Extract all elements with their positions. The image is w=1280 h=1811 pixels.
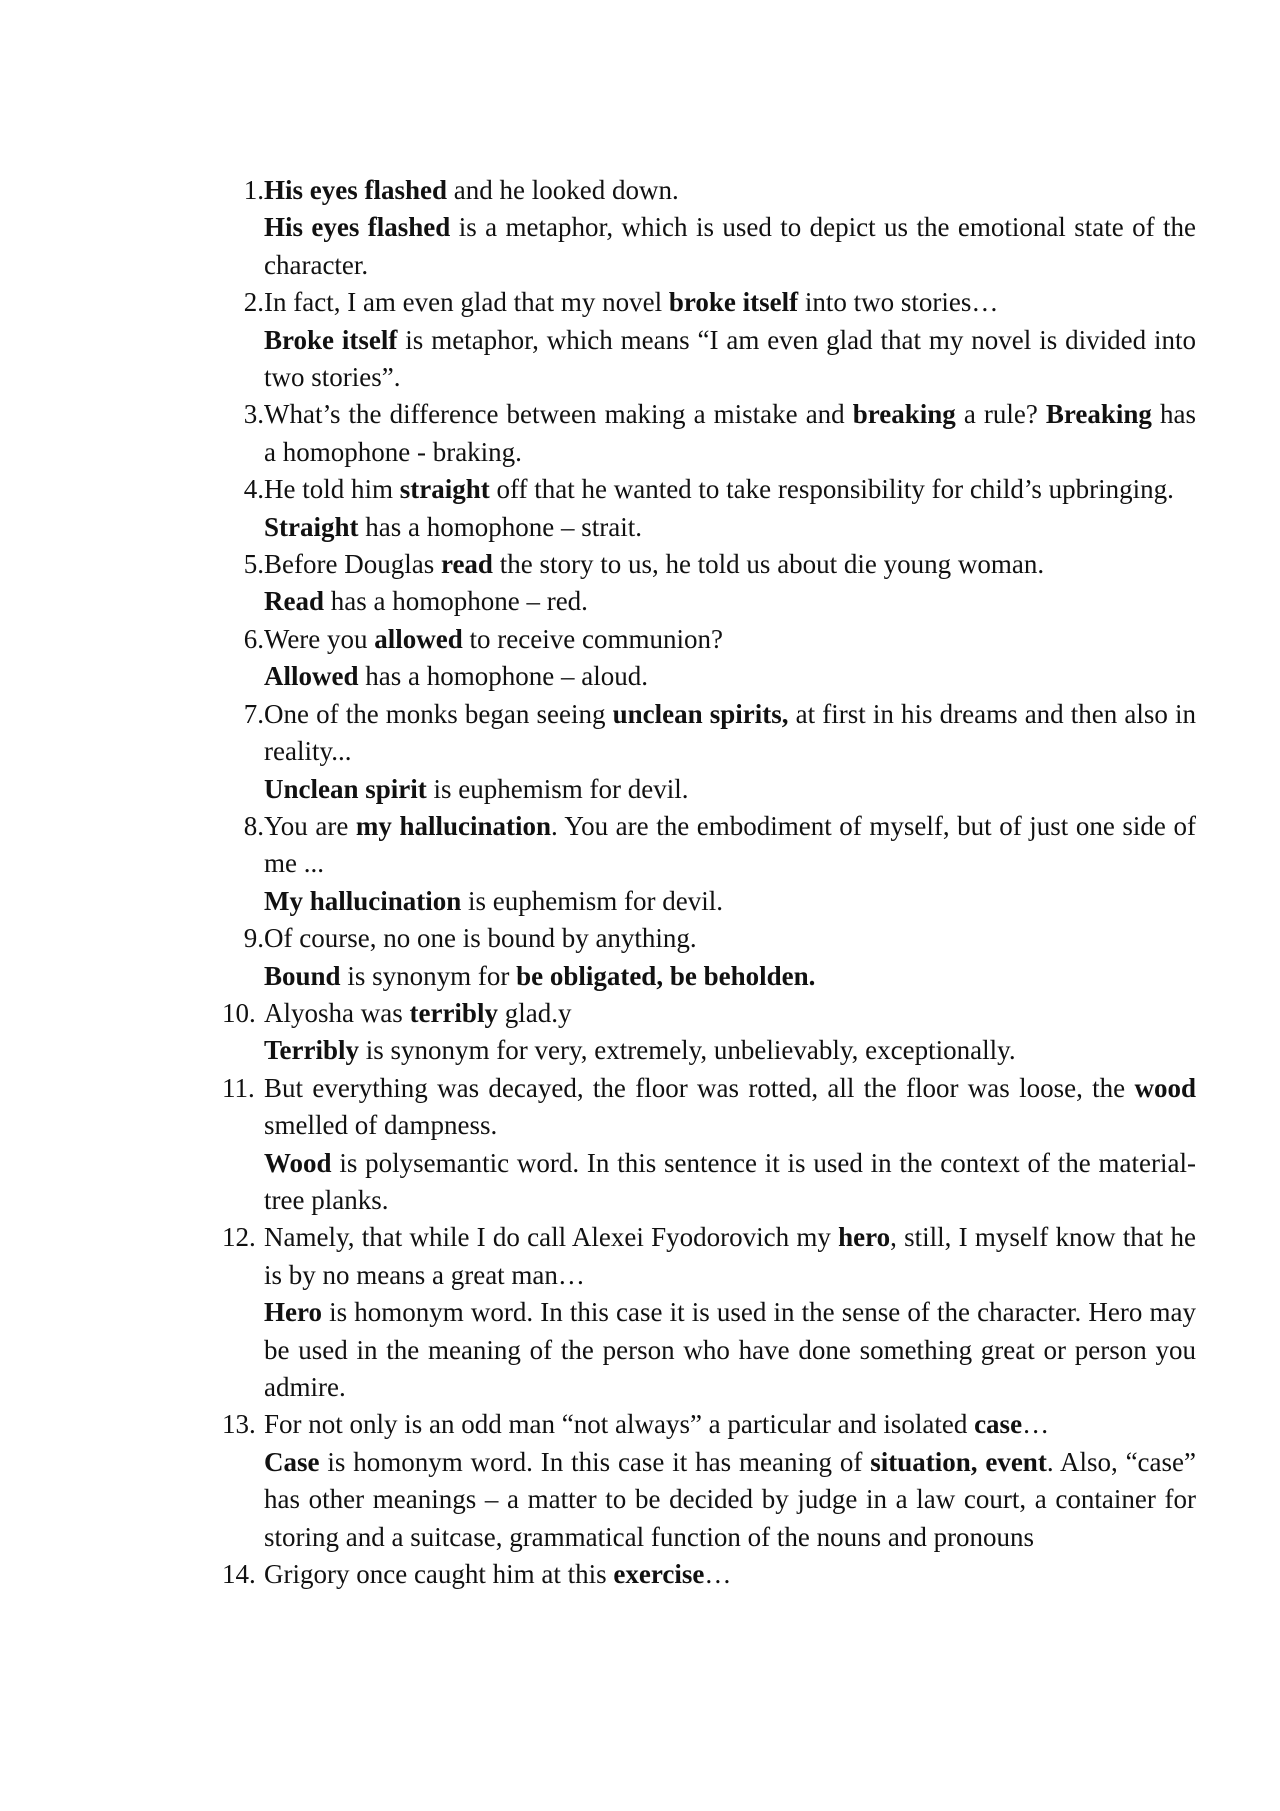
explanation-text <box>264 658 1196 695</box>
example-sentence <box>264 808 1196 883</box>
highlighted-term: case <box>974 1409 1023 1440</box>
highlighted-term: straight <box>399 474 490 505</box>
list-item <box>222 1219 1196 1406</box>
explanation-text <box>264 883 1196 920</box>
list-item-number: 3. <box>243 399 264 430</box>
list-item <box>222 808 1196 920</box>
explanation-text <box>264 958 1196 995</box>
highlighted-term: Straight <box>264 511 359 542</box>
highlighted-term: Bound <box>264 960 341 991</box>
highlighted-term: hero <box>838 1222 891 1253</box>
example-sentence <box>264 920 1196 957</box>
text-run: In fact, I am even glad that my novel <box>264 287 669 318</box>
text-run: is a metaphor, which is used to depict us the emotional state of the character. <box>264 212 1196 280</box>
text-run: Namely, that while I do call Alexei Fyodorovich my <box>264 1222 839 1253</box>
example-sentence <box>264 995 1196 1032</box>
list-item-content <box>264 172 1196 284</box>
highlighted-term: Hero <box>264 1297 322 1328</box>
text-run: Grigory once caught him at this <box>264 1559 614 1590</box>
list-item-number: 13. <box>222 1409 256 1440</box>
text-run: has a homophone – strait. <box>358 511 642 542</box>
text-run: a rule? <box>955 399 1046 430</box>
text-run: off that he wanted to take responsibility for child’s upbringing. <box>489 474 1174 505</box>
list-item-number: 10. <box>222 997 256 1028</box>
text-run: is homonym word. In this case it has meaning of <box>319 1446 871 1477</box>
list-item-number: 7. <box>243 698 264 729</box>
highlighted-term: allowed <box>374 623 463 654</box>
list-item-number: 9. <box>243 923 264 954</box>
list-item-number: 12. <box>222 1222 256 1253</box>
list-item <box>222 995 1196 1070</box>
highlighted-term: Allowed <box>264 661 359 692</box>
highlighted-term: terribly <box>409 997 498 1028</box>
text-run: has a homophone – red. <box>324 586 588 617</box>
list-item-content <box>264 1556 1196 1593</box>
list-item-number: 1. <box>243 175 264 205</box>
text-run: Of course, no one is bound by anything. <box>264 923 697 954</box>
highlighted-term: broke itself <box>668 287 799 318</box>
example-sentence <box>264 546 1196 583</box>
list-item <box>222 696 1196 808</box>
list-item <box>222 284 1196 396</box>
list-item <box>222 546 1196 621</box>
list-item-number: 8. <box>243 810 264 841</box>
text-run: the story to us, he told us about die young woman. <box>492 549 1045 580</box>
text-run: has a homophone - braking. <box>264 399 1196 467</box>
highlighted-term: situation, event <box>870 1446 1047 1477</box>
highlighted-term: Terribly <box>264 1035 360 1066</box>
highlighted-term: Case <box>264 1446 320 1477</box>
text-run: is metaphor, which means “I am even glad that my novel is divided into two stories”. <box>264 324 1196 393</box>
list-item-content <box>264 471 1196 546</box>
example-sentence <box>264 1556 1196 1593</box>
list-item <box>222 1070 1196 1220</box>
highlighted-term: exercise <box>613 1559 705 1590</box>
text-run: glad.y <box>497 997 572 1028</box>
list-item-number: 11. <box>222 1072 255 1103</box>
text-run: . Also, “case” has other meanings – a matter to be decided by judge in a law court, a container for storing and a suitcase, grammatical function of the nouns and pronouns <box>264 1446 1197 1552</box>
text-run: smelled of dampness. <box>264 1110 498 1141</box>
list-item-content <box>264 284 1196 396</box>
document-page <box>222 172 1196 1593</box>
text-run: For not only is an odd man “not always” a particular and isolated <box>264 1409 975 1440</box>
text-run: Alyosha was <box>264 997 410 1028</box>
list-item-number: 6. <box>243 623 264 654</box>
text-run: But everything was decayed, the floor was rotted, all the floor was loose, the <box>264 1072 1135 1103</box>
list-item <box>222 396 1196 471</box>
explanation-text <box>264 771 1196 808</box>
list-item-content <box>264 696 1196 808</box>
list-item <box>222 1556 1196 1593</box>
text-run: What’s the difference between making a mistake and <box>264 399 853 430</box>
highlighted-term: unclean spirits, <box>612 698 789 729</box>
example-sentence <box>264 284 1196 321</box>
list-item-content <box>264 808 1196 920</box>
example-sentence <box>264 621 1196 658</box>
text-run: into two stories… <box>798 287 999 318</box>
example-sentence <box>264 471 1196 508</box>
list-item <box>222 172 1196 284</box>
explanation-text <box>264 322 1196 397</box>
text-run: and he looked down. <box>447 175 679 205</box>
text-run: , still, I myself know that he is by no means a great man… <box>264 1222 1196 1290</box>
text-run: has a homophone – aloud. <box>358 661 648 692</box>
highlighted-term: Broke itself <box>264 324 398 355</box>
text-run: is synonym for <box>340 960 517 991</box>
text-run: to receive communion? <box>462 623 723 654</box>
example-sentence <box>264 1406 1196 1443</box>
list-item <box>222 920 1196 995</box>
example-sentence <box>264 1070 1196 1145</box>
list-item-content <box>264 995 1196 1070</box>
list-item-content <box>264 1406 1196 1556</box>
list-item-number: 5. <box>243 549 264 580</box>
highlighted-term: read <box>440 549 493 580</box>
list-item-content <box>264 920 1196 995</box>
highlighted-term: Breaking <box>1045 399 1152 430</box>
list-item <box>222 621 1196 696</box>
example-sentence <box>264 1219 1196 1294</box>
text-run: is homonym word. In this case it is used in the sense of the character. Hero may be used in the meaning of the person who have done something great or person you admire. <box>264 1297 1196 1402</box>
explanation-text <box>264 1032 1196 1069</box>
text-run: is euphemism for devil. <box>426 773 689 804</box>
text-run: He told him <box>264 474 400 505</box>
explanation-text <box>264 1294 1196 1406</box>
text-run: … <box>704 1559 732 1590</box>
text-run: Were you <box>264 623 375 654</box>
list-item-number: 14. <box>222 1559 256 1590</box>
highlighted-term: be obligated, be beholden. <box>516 960 816 991</box>
highlighted-term: His eyes flashed <box>264 175 448 205</box>
text-run: is euphemism for devil. <box>461 885 723 916</box>
text-run: is polysemantic word. In this sentence it is used in the context of the material- tree planks. <box>264 1147 1196 1215</box>
text-run: at first in his dreams and then also in reality... <box>264 698 1197 767</box>
list-item-content <box>264 621 1196 696</box>
highlighted-term: Wood <box>264 1147 332 1178</box>
list-item-number: 2. <box>243 287 264 318</box>
highlighted-term: My hallucination <box>264 885 462 916</box>
list-item <box>222 1406 1196 1556</box>
text-run: . You are the embodiment of myself, but of just one side of me ... <box>264 810 1196 879</box>
list-item-content <box>264 546 1196 621</box>
highlighted-term: His eyes flashed <box>264 212 451 243</box>
highlighted-term: breaking <box>852 399 956 430</box>
list-item-content <box>264 1219 1196 1406</box>
text-run: Before Douglas <box>264 549 441 580</box>
explanation-text <box>264 209 1196 284</box>
highlighted-term: wood <box>1134 1072 1196 1103</box>
list-item <box>222 471 1196 546</box>
explanation-text <box>264 509 1196 546</box>
example-sentence <box>264 172 1196 209</box>
list-item-content <box>264 1070 1196 1220</box>
list-item-content <box>264 396 1196 471</box>
explanation-text <box>264 1145 1196 1220</box>
explanation-text <box>264 583 1196 620</box>
highlighted-term: my hallucination <box>355 810 551 841</box>
example-sentence <box>264 396 1196 471</box>
explanation-text <box>264 1444 1196 1556</box>
text-run: One of the monks began seeing <box>264 698 613 729</box>
text-run: You are <box>264 810 356 841</box>
example-sentence <box>264 696 1196 771</box>
list-item-number: 4. <box>243 474 264 505</box>
highlighted-term: Unclean spirit <box>264 773 427 804</box>
highlighted-term: Read <box>264 586 324 617</box>
text-run: … <box>1022 1409 1050 1440</box>
text-run: is synonym for very, extremely, unbelievably, exceptionally. <box>359 1035 1016 1066</box>
